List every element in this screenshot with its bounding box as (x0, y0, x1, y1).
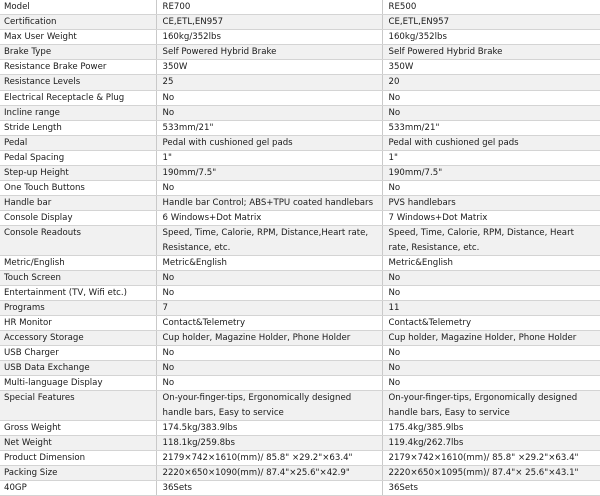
re700-value-cell: CE,ETL,EN957 (156, 15, 382, 30)
table-row (0, 391, 600, 420)
re500-value-cell: 11 (382, 300, 600, 315)
spec-label-cell: USB Charger (0, 346, 156, 361)
re700-value-cell: No (156, 361, 382, 376)
table-row (0, 135, 600, 150)
re500-value-cell: 20 (382, 75, 600, 90)
re700-value-cell: 6 Windows+Dot Matrix (156, 211, 382, 226)
spec-label-cell: Certification (0, 15, 156, 30)
spec-label-cell: Touch Screen (0, 270, 156, 285)
spec-label-cell: Packing Size (0, 465, 156, 480)
table-row (0, 285, 600, 300)
re700-value-cell: No (156, 376, 382, 391)
re500-value-cell: Metric&English (382, 255, 600, 270)
re500-value-cell: 2179×742×1610(mm)/ 85.8" ×29.2"×63.4" (382, 450, 600, 465)
table-row (0, 120, 600, 135)
re500-value-cell: 160kg/352lbs (382, 30, 600, 45)
re700-value-cell: 160kg/352lbs (156, 30, 382, 45)
spec-label-cell: Programs (0, 300, 156, 315)
re700-value-cell: No (156, 346, 382, 361)
spec-label-cell: Net Weight (0, 435, 156, 450)
re500-value-cell: No (382, 90, 600, 105)
re700-value-cell: Cup holder, Magazine Holder, Phone Holder (156, 331, 382, 346)
spec-label-cell: One Touch Buttons (0, 181, 156, 196)
table-row (0, 181, 600, 196)
spec-label-cell: Handle bar (0, 196, 156, 211)
spec-label-cell: Console Readouts (0, 226, 156, 255)
spec-label-cell: Step-up Height (0, 166, 156, 181)
re500-value-cell: No (382, 105, 600, 120)
spec-label-cell: USB Data Exchange (0, 361, 156, 376)
re500-value-cell: Speed, Time, Calorie, RPM, Distance, Heart rate, Resistance, etc. (382, 226, 600, 255)
re700-value-cell: Pedal with cushioned gel pads (156, 135, 382, 150)
re700-value-cell: Speed, Time, Calorie, RPM, Distance,Heart rate, Resistance, etc. (156, 226, 382, 255)
spec-label-cell: Special Features (0, 391, 156, 420)
re500-value-cell: 2220×650×1095(mm)/ 87.4"× 25.6"×43.1" (382, 465, 600, 480)
table-row (0, 376, 600, 391)
spec-label-cell: Model (0, 0, 156, 15)
re500-value-cell: No (382, 376, 600, 391)
table-row (0, 0, 600, 15)
re700-value-cell: Self Powered Hybrid Brake (156, 45, 382, 60)
re500-value-cell: Self Powered Hybrid Brake (382, 45, 600, 60)
spec-label-cell: Entertainment (TV, Wifi etc.) (0, 285, 156, 300)
table-row (0, 255, 600, 270)
table-row (0, 420, 600, 435)
table-row (0, 150, 600, 165)
re500-value-cell: No (382, 270, 600, 285)
re700-value-cell: 533mm/21" (156, 120, 382, 135)
spec-label-cell: Max User Weight (0, 30, 156, 45)
re700-value-cell: 36Sets (156, 481, 382, 496)
re700-value-cell: 118.1kg/259.8bs (156, 435, 382, 450)
table-row (0, 45, 600, 60)
spec-label-cell: Stride Length (0, 120, 156, 135)
re700-value-cell: No (156, 105, 382, 120)
re500-value-cell: No (382, 285, 600, 300)
table-row (0, 450, 600, 465)
re700-value-cell: No (156, 285, 382, 300)
spec-label-cell: Accessory Storage (0, 331, 156, 346)
table-row (0, 60, 600, 75)
spec-label-cell: Electrical Receptacle & Plug (0, 90, 156, 105)
re700-value-cell: 174.5kg/383.9lbs (156, 420, 382, 435)
table-row (0, 90, 600, 105)
spec-label-cell: Resistance Levels (0, 75, 156, 90)
table-row (0, 75, 600, 90)
table-row (0, 361, 600, 376)
table-row (0, 481, 600, 496)
re500-value-cell: 7 Windows+Dot Matrix (382, 211, 600, 226)
re700-value-cell: RE700 (156, 0, 382, 15)
re700-value-cell: 2179×742×1610(mm)/ 85.8" ×29.2"×63.4" (156, 450, 382, 465)
re500-value-cell: PVS handlebars (382, 196, 600, 211)
re500-value-cell: No (382, 181, 600, 196)
re500-value-cell: RE500 (382, 0, 600, 15)
re700-value-cell: 2220×650×1090(mm)/ 87.4"×25.6"×42.9" (156, 465, 382, 480)
table-row (0, 226, 600, 255)
spec-label-cell: Metric/English (0, 255, 156, 270)
spec-label-cell: Brake Type (0, 45, 156, 60)
table-row (0, 270, 600, 285)
re500-value-cell: CE,ETL,EN957 (382, 15, 600, 30)
table-row (0, 196, 600, 211)
table-row (0, 435, 600, 450)
re500-value-cell: 175.4kg/385.9lbs (382, 420, 600, 435)
re500-value-cell: On-your-finger-tips, Ergonomically designed handle bars, Easy to service (382, 391, 600, 420)
re700-value-cell: 190mm/7.5" (156, 166, 382, 181)
re500-value-cell: No (382, 346, 600, 361)
spec-label-cell: Pedal (0, 135, 156, 150)
table-row (0, 346, 600, 361)
spec-label-cell: HR Monitor (0, 315, 156, 330)
re500-value-cell: 1" (382, 150, 600, 165)
re700-value-cell: Contact&Telemetry (156, 315, 382, 330)
re500-value-cell: 36Sets (382, 481, 600, 496)
re500-value-cell: 119.4kg/262.7lbs (382, 435, 600, 450)
re700-value-cell: 1" (156, 150, 382, 165)
table-row (0, 315, 600, 330)
table-row (0, 211, 600, 226)
re500-value-cell: 533mm/21" (382, 120, 600, 135)
re500-value-cell: Cup holder, Magazine Holder, Phone Holder (382, 331, 600, 346)
spec-label-cell: Incline range (0, 105, 156, 120)
re700-value-cell: 350W (156, 60, 382, 75)
spec-label-cell: Product Dimension (0, 450, 156, 465)
re500-value-cell: 190mm/7.5" (382, 166, 600, 181)
re500-value-cell: No (382, 361, 600, 376)
spec-label-cell: Resistance Brake Power (0, 60, 156, 75)
table-row (0, 300, 600, 315)
re700-value-cell: No (156, 90, 382, 105)
re700-value-cell: 25 (156, 75, 382, 90)
spec-label-cell: Gross Weight (0, 420, 156, 435)
re700-value-cell: 7 (156, 300, 382, 315)
table-row (0, 105, 600, 120)
re700-value-cell: Handle bar Control; ABS+TPU coated handlebars (156, 196, 382, 211)
table-row (0, 15, 600, 30)
table-row (0, 30, 600, 45)
spec-label-cell: 40GP (0, 481, 156, 496)
spec-label-cell: Pedal Spacing (0, 150, 156, 165)
re500-value-cell: Contact&Telemetry (382, 315, 600, 330)
re700-value-cell: No (156, 181, 382, 196)
table-row (0, 331, 600, 346)
re500-value-cell: Pedal with cushioned gel pads (382, 135, 600, 150)
re500-value-cell: 350W (382, 60, 600, 75)
re700-value-cell: On-your-finger-tips, Ergonomically designed handle bars, Easy to service (156, 391, 382, 420)
table-row (0, 465, 600, 480)
re700-value-cell: Metric&English (156, 255, 382, 270)
spec-label-cell: Console Display (0, 211, 156, 226)
re700-value-cell: No (156, 270, 382, 285)
spec-label-cell: Multi-language Display (0, 376, 156, 391)
table-row (0, 166, 600, 181)
